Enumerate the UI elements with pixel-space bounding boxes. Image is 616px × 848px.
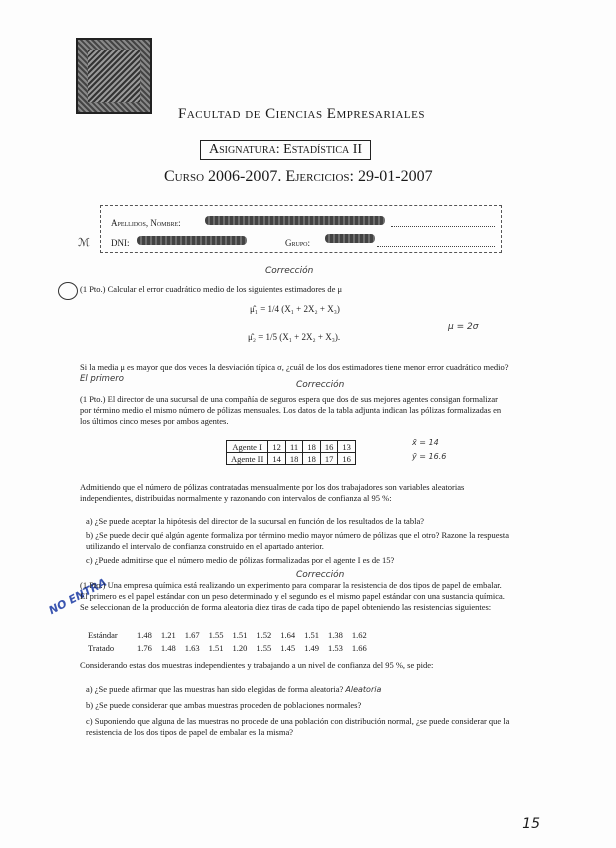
cell: 1.55 [208, 630, 224, 640]
list-item [86, 700, 510, 711]
q1-circle-mark [58, 282, 78, 300]
cell: 1.48 [137, 630, 152, 640]
name-label: Apellidos, Nombre: [111, 218, 181, 228]
margin-mark: ℳ [78, 236, 90, 249]
cell: 1.62 [351, 630, 367, 640]
cell: 1.21 [160, 630, 176, 640]
cell: 1.63 [184, 643, 200, 653]
item-text: ¿Se puede aceptar la hipótesis del director de la sucursal en función de los resultados de la tabla? [94, 516, 424, 526]
q3-data-rows [88, 630, 367, 654]
cell: 1.53 [328, 643, 343, 653]
row-label: Agente II [227, 453, 268, 465]
cell: 1.20 [232, 643, 248, 653]
item-text: ¿Se puede considerar que ambas muestras proceden de poblaciones normales? [95, 700, 362, 710]
q2-text: (1 Pto.) El director de una sucursal de una compañía de seguros espera que dos de sus mejores agentes consigan formalizar por término medio el mismo número de pólizas mensuales. Los datos de la tabla adjunta indican las pólizas formalizadas en los últimos cinco meses por ambos agentes. [80, 394, 502, 426]
cell: 1.66 [351, 643, 367, 653]
redacted-name [205, 216, 385, 225]
cell: 1.55 [256, 643, 272, 653]
q3-consider: Considerando estas dos muestras independientes y trabajando a un nivel de confianza del 95 %, se pide: [80, 660, 434, 670]
table-row [227, 441, 356, 453]
cell: 1.38 [328, 630, 343, 640]
list-item [86, 684, 510, 695]
q1-annotation: Corrección [265, 266, 314, 276]
q2-note-2: ȳ = 16.6 [412, 452, 447, 461]
item-key: a) [86, 684, 93, 694]
row-label: Tratado [88, 643, 115, 653]
university-seal [76, 38, 152, 114]
cell: 1.51 [232, 630, 248, 640]
cell: 18 [303, 453, 321, 465]
cell: 16 [338, 453, 356, 465]
q3-a-note: Aleatoria [345, 685, 382, 694]
list-item [86, 555, 510, 566]
q3-text: (1 Pto.) Una empresa química está realizando un experimento para comparar la resistencia de dos tipos de papel de embalar. El primero es el papel estándar con un peso determinado y el segundo es el mismo papel estándar con una sustancia química. Se seleccionan de la producción de forma aleatoria diez tiras de cada tipo de papel obteniendo las resistencias siguientes: [80, 580, 505, 612]
cell: 1.52 [256, 630, 272, 640]
page-number: 15 [522, 816, 540, 832]
cell: 14 [268, 453, 286, 465]
item-text: ¿Puede admitirse que el número medio de pólizas formalizadas por el agente I es de 15? [94, 555, 395, 565]
item-key: c) [86, 716, 93, 726]
cell: 1.64 [280, 630, 296, 640]
item-text: ¿Se puede afirmar que las muestras han sido elegidas de forma aleatoria? [94, 684, 344, 694]
q2-assumption: Admitiendo que el número de pólizas contratadas mensualmente por los dos trabajadores son variables aleatorias independientes, distribuidas normalmente y razonando con intervalos de confianza al 95 %: [80, 482, 465, 503]
q2-table [226, 440, 356, 465]
cell: 18 [285, 453, 303, 465]
q2-annotation: Corrección [296, 380, 345, 390]
cell: 1.76 [137, 643, 152, 653]
q3-margin-note: NO ENTRA [46, 575, 109, 618]
cell: 1.51 [304, 630, 319, 640]
cell: 13 [338, 441, 356, 453]
q1-question-text: Si la media μ es mayor que dos veces la desviación típica σ, ¿cuál de los dos estimadores tiene menor error cuadrático medio? [80, 362, 509, 372]
table-row [227, 453, 356, 465]
row-label: Estándar [88, 630, 118, 640]
q1-estimator-2: μ̂₂ = 1/5 (X₁ + 2X₂ + X₃). [248, 332, 341, 342]
q1-estimator-1: μ̂₁ = 1/4 (X₁ + 2X₂ + X₃) [250, 304, 340, 314]
dni-label: DNI: [111, 238, 130, 248]
cell: 18 [303, 441, 321, 453]
table-row [88, 643, 367, 654]
q3-annotation: Corrección [296, 570, 345, 580]
cell: 1.45 [280, 643, 296, 653]
list-item [86, 516, 510, 527]
group-label: Grupo: [285, 238, 311, 248]
student-id-box [100, 205, 502, 253]
table-row [88, 630, 367, 641]
item-key: a) [86, 516, 93, 526]
q1-side-note: μ = 2σ [448, 322, 479, 332]
row-label: Agente I [227, 441, 268, 453]
item-key: b) [86, 530, 94, 540]
cell: 1.51 [208, 643, 224, 653]
q1-answer-note: El primero [80, 374, 124, 384]
q2-items [86, 516, 510, 566]
cell: 1.49 [304, 643, 319, 653]
cell: 11 [285, 441, 303, 453]
redacted-dni [137, 236, 247, 245]
q2-note-1: x̄ = 14 [412, 438, 439, 447]
item-text: ¿Se puede decir qué algún agente formaliza por término medio mayor número de pólizas que el otro? Razone la respuesta utilizando el intervalo de confianza construido en el apartado anterior. [86, 530, 509, 551]
q1-text: (1 Pto.) Calcular el error cuadrático medio de los siguientes estimadores de μ [80, 284, 343, 294]
cell: 1.67 [184, 630, 200, 640]
subject-box: Asignatura: Estadística II [200, 140, 371, 160]
faculty-title: Facultad de Ciencias Empresariales [178, 106, 425, 122]
item-text: Suponiendo que alguna de las muestras no procede de una población con distribución normal, ¿se puede considerar que la resistencia de los dos tipos de papel de embalar es la misma? [86, 716, 510, 737]
list-item [86, 716, 510, 738]
cell: 12 [268, 441, 286, 453]
item-key: c) [86, 555, 93, 565]
cell: 16 [320, 441, 338, 453]
course-line: Curso 2006-2007. Ejercicios: 29-01-2007 [164, 168, 433, 185]
q3-items [86, 684, 510, 738]
redacted-group [325, 234, 375, 243]
item-key: b) [86, 700, 94, 710]
cell: 1.48 [160, 643, 176, 653]
list-item [86, 530, 510, 552]
q1-question [80, 362, 510, 385]
cell: 17 [320, 453, 338, 465]
